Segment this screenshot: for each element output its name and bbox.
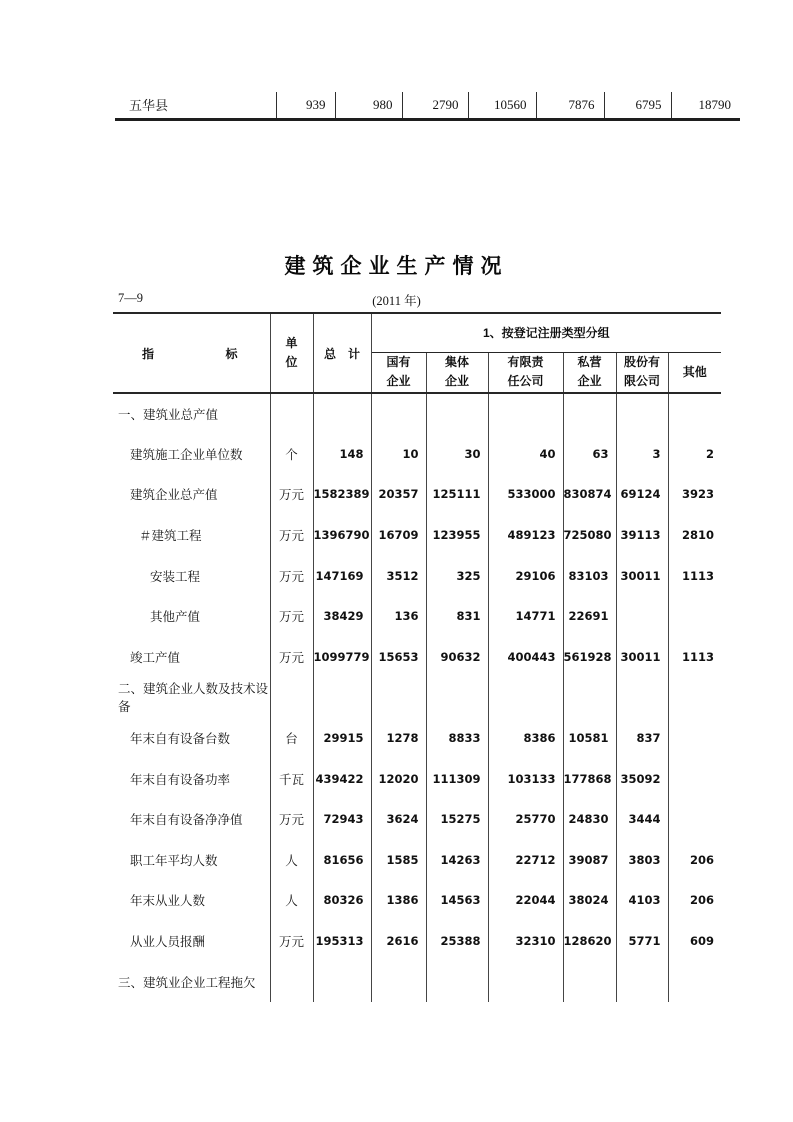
header-indicator-left: 指	[142, 346, 155, 361]
header-indicator-right: 标	[225, 346, 238, 361]
value-cell: 980	[335, 92, 402, 119]
value-cell: 3444	[616, 799, 668, 840]
value-cell: 2	[706, 446, 715, 461]
value-cell: 3512	[371, 555, 426, 596]
value-cell	[563, 677, 616, 718]
header-state-owned: 国有 企业	[371, 352, 426, 393]
value-cell: 83103	[563, 555, 616, 596]
value-cell: 22044	[488, 880, 563, 921]
value-cell: 24830	[563, 799, 616, 840]
table-row	[113, 799, 721, 840]
value-cell	[371, 677, 426, 718]
indicator-cell: 其他产值	[113, 596, 270, 637]
value-cell: 10560	[468, 92, 536, 119]
header-unit-line2: 位	[285, 355, 298, 369]
header-shareholding: 股份有 限公司	[616, 352, 668, 393]
indicator-cell: 年末自有设备台数	[113, 718, 270, 759]
value-cell: 3803	[616, 840, 668, 881]
table-row	[113, 961, 721, 1002]
value-cell: 5771	[616, 921, 668, 962]
value-cell: 837	[616, 718, 668, 759]
value-cell	[668, 596, 721, 637]
value-cell: 15275	[426, 799, 488, 840]
value-cell: 8833	[426, 718, 488, 759]
value-cell: 3624	[371, 799, 426, 840]
value-cell: 30011	[616, 637, 668, 678]
unit-cell: 万元	[270, 555, 313, 596]
year-note: (2011 年)	[372, 294, 421, 308]
value-cell	[668, 961, 721, 1002]
header-total	[313, 313, 371, 393]
table-row	[115, 92, 740, 119]
unit-cell	[270, 677, 313, 718]
value-cell	[668, 758, 721, 799]
table-row	[113, 393, 721, 434]
continuation-table	[115, 92, 740, 121]
value-cell: 22691	[563, 596, 616, 637]
value-cell: 533000	[488, 474, 563, 515]
value-cell: 830874	[563, 474, 616, 515]
value-cell: 14771	[488, 596, 563, 637]
value-cell: 38429	[313, 596, 371, 637]
value-cell: 725080	[563, 515, 616, 556]
value-cell	[371, 961, 426, 1002]
value-cell: 72943	[313, 799, 371, 840]
value-cell: 1099779	[313, 637, 371, 678]
value-cell: 80326	[313, 880, 371, 921]
indicator-cell: 安装工程	[113, 555, 270, 596]
section-label-cell: 二、建筑企业人数及技术设备	[113, 677, 270, 718]
value-cell	[616, 961, 668, 1002]
main-table	[113, 312, 721, 1002]
indicator-cell: 从业人员报酬	[113, 921, 270, 962]
value-cell: 14563	[426, 880, 488, 921]
table-row	[113, 677, 721, 718]
value-cell: 14263	[426, 840, 488, 881]
value-cell: 1396790	[313, 515, 371, 556]
value-cell	[668, 677, 721, 718]
value-cell: 63	[563, 434, 616, 475]
value-cell: 111309	[426, 758, 488, 799]
value-cell: 12020	[371, 758, 426, 799]
table-row	[113, 637, 721, 678]
value-cell: 4103	[616, 880, 668, 921]
value-cell: 128620	[563, 921, 616, 962]
value-cell	[426, 961, 488, 1002]
value-cell: 147169	[313, 555, 371, 596]
value-cell: 1278	[371, 718, 426, 759]
value-cell: 39087	[563, 840, 616, 881]
value-cell	[668, 393, 721, 434]
value-cell: 16709	[371, 515, 426, 556]
value-cell	[616, 393, 668, 434]
value-cell: 400443	[488, 637, 563, 678]
value-cell: 136	[371, 596, 426, 637]
header-indicator	[113, 313, 270, 393]
header-total-left: 总	[323, 346, 336, 361]
value-cell: 32310	[488, 921, 563, 962]
indicator-cell: 年末自有设备功率	[113, 758, 270, 799]
value-cell: 939	[276, 92, 335, 119]
value-cell	[488, 961, 563, 1002]
value-cell: 10581	[563, 718, 616, 759]
value-cell: 123955	[426, 515, 488, 556]
unit-cell	[270, 961, 313, 1002]
header-private: 私营 企业	[563, 352, 616, 393]
main-table-body	[113, 393, 721, 1002]
table-row	[113, 921, 721, 962]
value-cell: 30011	[616, 555, 668, 596]
table-row	[113, 718, 721, 759]
header-limited-liability: 有限责 任公司	[488, 352, 563, 393]
header-unit-line1: 单	[285, 336, 298, 350]
value-cell	[313, 961, 371, 1002]
unit-cell: 万元	[270, 799, 313, 840]
unit-cell: 个	[270, 434, 313, 475]
value-cell: 195313	[313, 921, 371, 962]
value-cell: 1585	[371, 840, 426, 881]
value-cell: 30	[426, 434, 488, 475]
value-cell: 489123	[488, 515, 563, 556]
value-cell: 7876	[536, 92, 604, 119]
table-row	[113, 474, 721, 515]
value-cell: 103133	[488, 758, 563, 799]
table-row	[113, 758, 721, 799]
value-cell: 125111	[426, 474, 488, 515]
value-cell: 81656	[313, 840, 371, 881]
value-cell: 3	[616, 434, 668, 475]
value-cell: 831	[426, 596, 488, 637]
header-other: 其他	[668, 352, 721, 393]
section-label-cell: 三、建筑业企业工程拖欠	[113, 961, 270, 1002]
value-cell: 2616	[371, 921, 426, 962]
value-cell	[563, 393, 616, 434]
value-cell: 1113	[682, 568, 715, 583]
value-cell: 35092	[616, 758, 668, 799]
value-cell: 561928	[563, 637, 616, 678]
value-cell: 29915	[313, 718, 371, 759]
value-cell	[426, 677, 488, 718]
unit-cell	[270, 393, 313, 434]
indicator-cell: 建筑企业总产值	[113, 474, 270, 515]
header-row-group	[113, 313, 721, 352]
value-cell	[668, 799, 721, 840]
value-cell: 15653	[371, 637, 426, 678]
value-cell: 439422	[313, 758, 371, 799]
value-cell	[488, 393, 563, 434]
value-cell	[371, 393, 426, 434]
unit-cell: 人	[270, 840, 313, 881]
value-cell	[313, 677, 371, 718]
value-cell: 40	[488, 434, 563, 475]
header-collective: 集体 企业	[426, 352, 488, 393]
indicator-cell: 年末从业人数	[113, 880, 270, 921]
table-number: 7—9	[118, 291, 143, 305]
header-unit	[270, 313, 313, 393]
indicator-cell: 职工年平均人数	[113, 840, 270, 881]
table-caption	[0, 291, 793, 309]
unit-cell: 万元	[270, 474, 313, 515]
value-cell: 10	[371, 434, 426, 475]
value-cell: 22712	[488, 840, 563, 881]
table-row	[113, 434, 721, 475]
value-cell: 2790	[402, 92, 468, 119]
value-cell: 1582389	[313, 474, 371, 515]
unit-cell: 台	[270, 718, 313, 759]
indicator-cell: 年末自有设备净净值	[113, 799, 270, 840]
value-cell	[313, 393, 371, 434]
value-cell: 609	[690, 934, 715, 949]
value-cell: 25770	[488, 799, 563, 840]
indicator-cell: ＃建筑工程	[113, 515, 270, 556]
value-cell	[616, 677, 668, 718]
value-cell: 25388	[426, 921, 488, 962]
unit-cell: 万元	[270, 637, 313, 678]
county-label: 五华县	[129, 98, 169, 114]
table-row	[113, 555, 721, 596]
value-cell	[426, 393, 488, 434]
unit-cell: 万元	[270, 921, 313, 962]
header-group-title: 1、按登记注册类型分组	[371, 313, 721, 352]
value-cell: 148	[313, 434, 371, 475]
section-label-cell: 一、建筑业总产值	[113, 393, 270, 434]
indicator-cell: 建筑施工企业单位数	[113, 434, 270, 475]
value-cell: 6795	[604, 92, 671, 119]
value-cell: 8386	[488, 718, 563, 759]
value-cell: 90632	[426, 637, 488, 678]
unit-cell: 万元	[270, 515, 313, 556]
value-cell: 20357	[371, 474, 426, 515]
indicator-cell: 竣工产值	[113, 637, 270, 678]
table-row	[113, 840, 721, 881]
value-cell: 18790	[671, 92, 740, 119]
value-cell: 2810	[682, 528, 715, 543]
value-cell: 206	[690, 893, 715, 908]
value-cell: 206	[690, 852, 715, 867]
unit-cell: 千瓦	[270, 758, 313, 799]
value-cell: 3923	[682, 487, 715, 502]
unit-cell: 万元	[270, 596, 313, 637]
value-cell	[616, 596, 668, 637]
table-row	[113, 515, 721, 556]
value-cell: 29106	[488, 555, 563, 596]
value-cell	[668, 718, 721, 759]
table-row	[113, 596, 721, 637]
table-row	[113, 880, 721, 921]
value-cell	[488, 677, 563, 718]
value-cell: 177868	[563, 758, 616, 799]
value-cell: 39113	[616, 515, 668, 556]
unit-cell: 人	[270, 880, 313, 921]
page-title: 建筑企业生产情况	[284, 255, 509, 278]
value-cell: 38024	[563, 880, 616, 921]
header-total-right: 计	[348, 346, 361, 361]
value-cell	[563, 961, 616, 1002]
value-cell: 1113	[682, 649, 715, 664]
value-cell: 325	[426, 555, 488, 596]
value-cell: 69124	[616, 474, 668, 515]
value-cell: 1386	[371, 880, 426, 921]
